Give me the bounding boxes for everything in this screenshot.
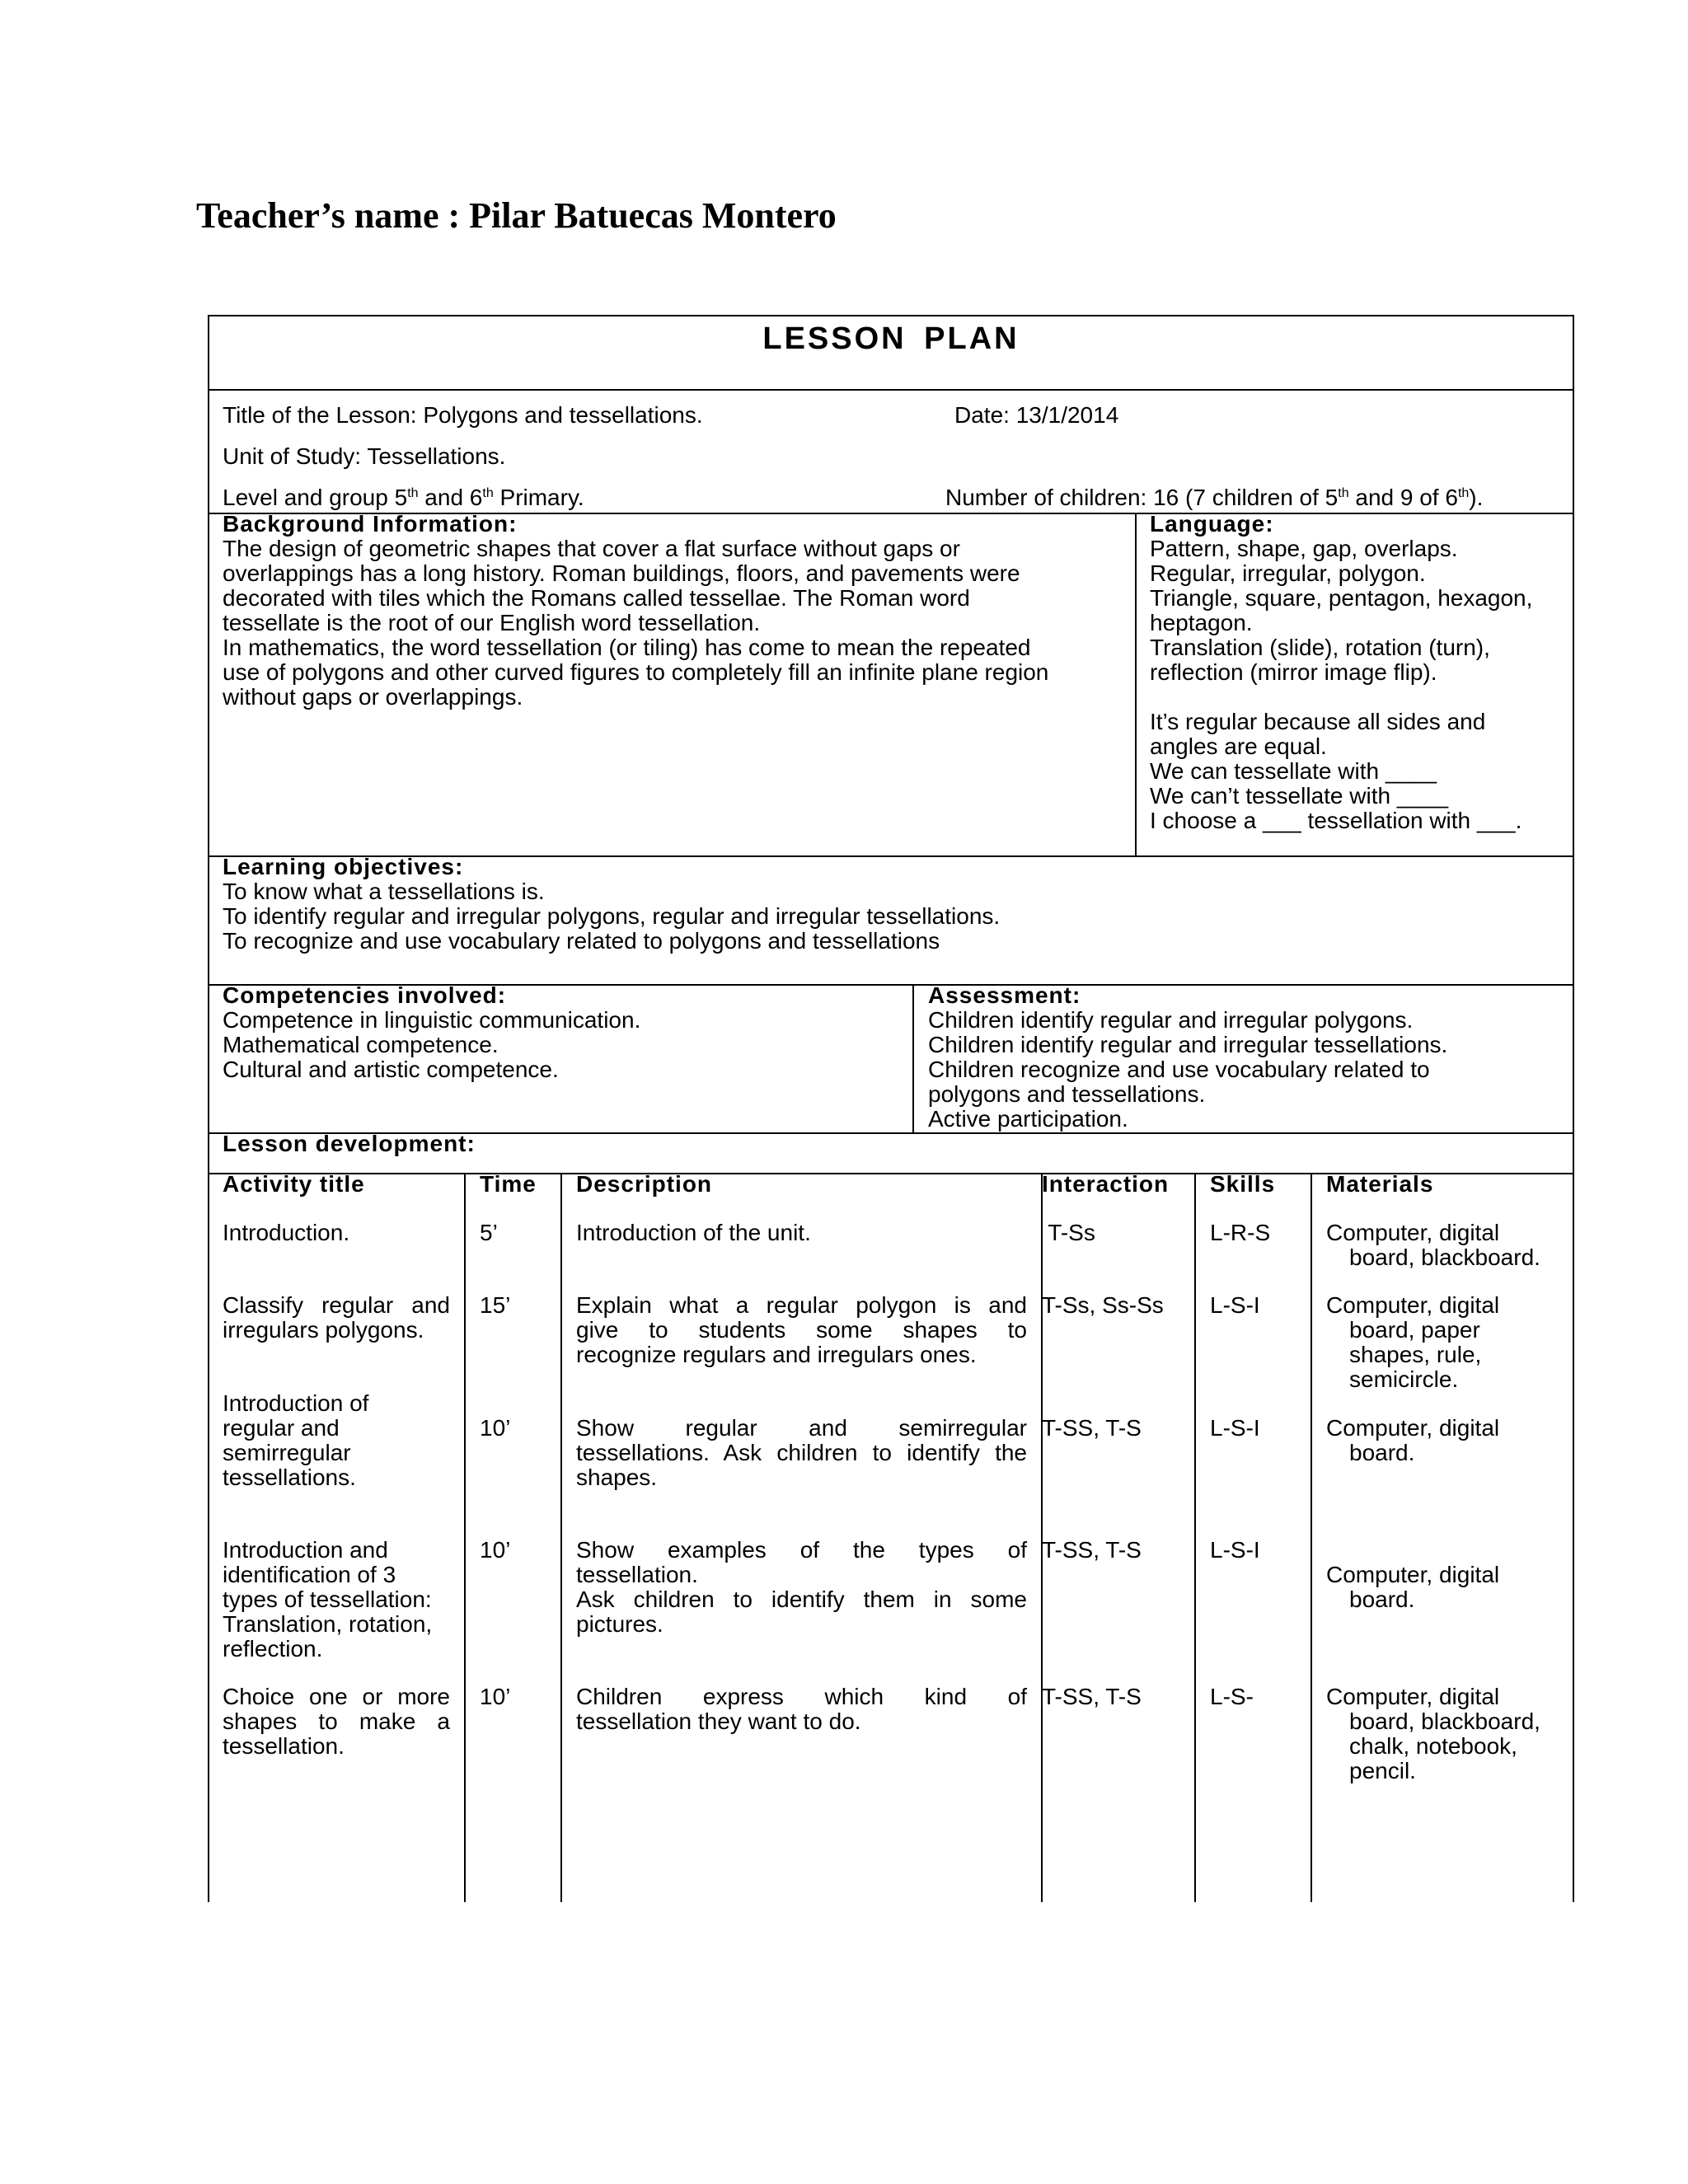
time-cell: 15’ <box>480 1292 511 1318</box>
header-interaction: Interaction <box>1042 1171 1170 1197</box>
interaction-cell: T-SS, T-S <box>1042 1537 1142 1563</box>
skills-cell: L-S- <box>1210 1684 1254 1709</box>
lesson-title: Title of the Lesson: Polygons and tessellations. <box>223 402 703 428</box>
activity-cell: Classify regular and irregulars polygons. <box>223 1292 450 1343</box>
table-top-border <box>208 315 1574 316</box>
header-activity-title: Activity title <box>223 1171 365 1197</box>
materials-cell: Computer, digital board. <box>1326 1415 1500 1465</box>
materials-cell: Computer, digital board. <box>1326 1562 1500 1612</box>
description-cell: Explain what a regular polygon is and give to students some shapes to recognize regulars and irregulars ones. <box>576 1292 1027 1367</box>
background-line: decorated with tiles which the Romans called tessellae. The Roman word <box>223 585 970 611</box>
interaction-cell: T-Ss <box>1042 1220 1095 1245</box>
assessment-heading: Assessment: <box>928 982 1081 1008</box>
teacher-name: Teacher’s name : Pilar Batuecas Montero <box>196 195 837 236</box>
header-description: Description <box>576 1171 713 1197</box>
header-skills: Skills <box>1210 1171 1276 1197</box>
time-cell: 10’ <box>480 1537 511 1563</box>
background-line: without gaps or overlappings. <box>223 684 523 710</box>
lesson-plan-title: LESSON PLAN <box>762 321 1020 356</box>
language-line: Pattern, shape, gap, overlaps. <box>1150 536 1458 561</box>
skills-cell: L-R-S <box>1210 1220 1271 1245</box>
column-divider-materials <box>1311 1173 1312 1902</box>
language-line: It’s regular because all sides and <box>1150 709 1486 734</box>
activity-cell: Introduction. <box>223 1220 350 1245</box>
assessment-line: Children identify regular and irregular tessellations. <box>928 1032 1448 1057</box>
language-section <box>1150 512 1532 833</box>
activity-cell: Choice one or more shapes to make a tessellation. <box>223 1684 450 1759</box>
objective-line: To know what a tessellations is. <box>223 879 545 904</box>
language-line: reflection (mirror image flip). <box>1150 659 1437 685</box>
background-line: The design of geometric shapes that cover a flat surface without gaps or <box>223 536 960 561</box>
materials-cell: Computer, digital board, blackboard. <box>1326 1220 1540 1270</box>
language-line: Translation (slide), rotation (turn), <box>1150 635 1490 660</box>
description-cell: Show examples of the types of tessellation. Ask children to identify them in some pictures. <box>576 1537 1027 1637</box>
language-line: We can’t tessellate with ____ <box>1150 783 1449 808</box>
time-cell: 10’ <box>480 1415 511 1441</box>
background-line: overlappings has a long history. Roman buildings, floors, and pavements were <box>223 560 1020 586</box>
language-heading: Language: <box>1150 511 1274 537</box>
table-left-border <box>208 315 209 1902</box>
competency-line: Competence in linguistic communication. <box>223 1007 641 1033</box>
language-line: Triangle, square, pentagon, hexagon, <box>1150 585 1533 611</box>
column-divider-time <box>464 1173 466 1902</box>
language-line: We can tessellate with ____ <box>1150 758 1437 784</box>
activity-cell: Introduction of regular and semirregular tessellations. <box>223 1390 369 1490</box>
skills-cell: L-S-I <box>1210 1537 1260 1563</box>
column-divider-skills <box>1194 1173 1196 1902</box>
background-line: use of polygons and other curved figures to completely fill an infinite plane region <box>223 659 1049 685</box>
unit-of-study: Unit of Study: Tessellations. <box>223 443 506 469</box>
learning-objectives <box>223 855 1000 954</box>
assessment-section <box>928 983 1447 1132</box>
time-cell: 10’ <box>480 1684 511 1709</box>
background-language-divider <box>1135 513 1137 855</box>
interaction-cell: T-SS, T-S <box>1042 1415 1142 1441</box>
title-row-divider <box>208 389 1574 391</box>
language-spacer <box>1150 685 1532 710</box>
materials-cell: Computer, digital board, paper shapes, rule, semicircle. <box>1326 1292 1500 1392</box>
background-information <box>223 512 1048 710</box>
background-heading: Background Information: <box>223 511 518 537</box>
objective-line: To recognize and use vocabulary related to polygons and tessellations <box>223 928 940 954</box>
competencies-heading: Competencies involved: <box>223 982 507 1008</box>
description-cell: Children express which kind of tessellation they want to do. <box>576 1684 1027 1734</box>
header-time: Time <box>480 1171 537 1197</box>
objectives-heading: Learning objectives: <box>223 854 464 879</box>
number-of-children: Number of children: 16 (7 children of 5th and 9 of 6th). <box>945 485 1484 510</box>
lesson-date: Date: 13/1/2014 <box>954 402 1119 428</box>
materials-cell: Computer, digital board, blackboard, chalk, notebook, pencil. <box>1326 1684 1540 1783</box>
table-right-border <box>1573 315 1574 1902</box>
background-line: In mathematics, the word tessellation (or tiling) has come to mean the repeated <box>223 635 1031 660</box>
competencies-assessment-divider <box>912 984 914 1132</box>
activity-cell: Introduction and identification of 3 types of tessellation: Translation, rotation, reflection. <box>223 1537 433 1661</box>
time-cell: 5’ <box>480 1220 498 1245</box>
background-line: tessellate is the root of our English word tessellation. <box>223 610 761 635</box>
language-line: Regular, irregular, polygon. <box>1150 560 1426 586</box>
description-cell: Show regular and semirregular tessellations. Ask children to identify the shapes. <box>576 1415 1027 1490</box>
level-and-group: Level and group 5th and 6th Primary. <box>223 485 584 510</box>
language-line: angles are equal. <box>1150 733 1327 759</box>
language-line: I choose a ___ tessellation with ___. <box>1150 808 1522 833</box>
assessment-line: polygons and tessellations. <box>928 1081 1206 1107</box>
competency-line: Cultural and artistic competence. <box>223 1057 559 1082</box>
skills-cell: L-S-I <box>1210 1292 1260 1318</box>
assessment-line: Active participation. <box>928 1106 1128 1132</box>
column-divider-description <box>560 1173 562 1902</box>
assessment-line: Children recognize and use vocabulary related to <box>928 1057 1430 1082</box>
assessment-line: Children identify regular and irregular polygons. <box>928 1007 1414 1033</box>
skills-cell: L-S-I <box>1210 1415 1260 1441</box>
interaction-cell: T-Ss, Ss-Ss <box>1042 1292 1164 1318</box>
objective-line: To identify regular and irregular polygons, regular and irregular tessellations. <box>223 903 1001 929</box>
description-cell: Introduction of the unit. <box>576 1220 811 1245</box>
header-materials: Materials <box>1326 1171 1434 1197</box>
lesson-development-heading: Lesson development: <box>223 1131 476 1156</box>
language-line: heptagon. <box>1150 610 1253 635</box>
competency-line: Mathematical competence. <box>223 1032 499 1057</box>
interaction-cell: T-SS, T-S <box>1042 1684 1142 1709</box>
competencies-involved <box>223 983 640 1082</box>
